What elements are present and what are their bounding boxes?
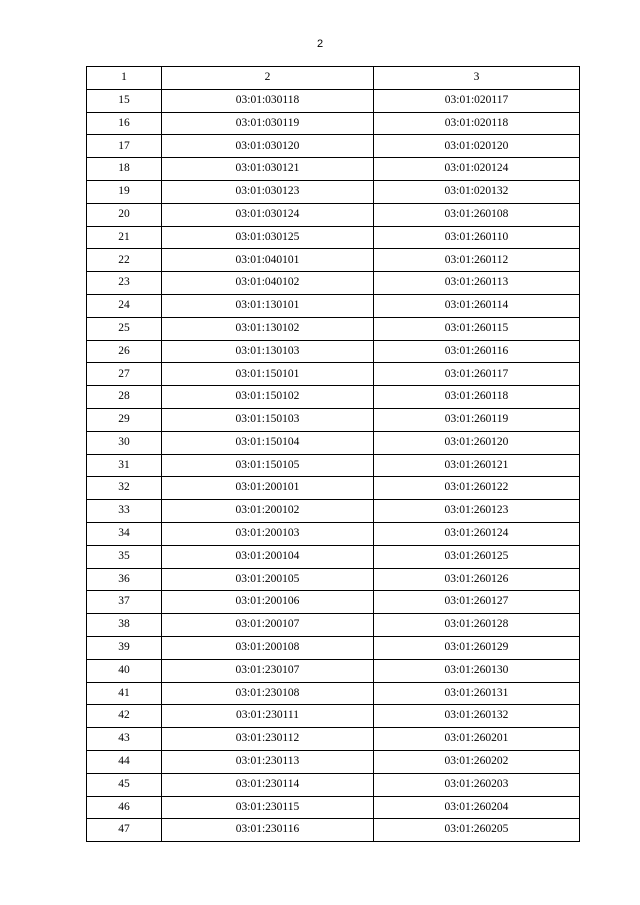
page-number: 2 bbox=[316, 38, 324, 50]
table-row bbox=[87, 636, 580, 659]
cadastral-number-cell: 03:01:200108 bbox=[162, 636, 374, 659]
row-number-cell: 21 bbox=[87, 226, 162, 249]
cadastral-number-cell: 03:01:150105 bbox=[162, 454, 374, 477]
cadastral-number-cell: 03:01:200107 bbox=[162, 614, 374, 637]
cadastral-number-cell: 03:01:230113 bbox=[162, 750, 374, 773]
row-number-cell: 39 bbox=[87, 636, 162, 659]
row-number-cell: 31 bbox=[87, 454, 162, 477]
table-row bbox=[87, 545, 580, 568]
cadastral-number-table bbox=[86, 66, 580, 842]
cadastral-number-cell: 03:01:260205 bbox=[374, 819, 580, 842]
cadastral-number-cell: 03:01:260125 bbox=[374, 545, 580, 568]
cadastral-number-cell: 03:01:150104 bbox=[162, 431, 374, 454]
row-number-cell: 27 bbox=[87, 363, 162, 386]
table-row bbox=[87, 750, 580, 773]
cadastral-number-cell: 03:01:030124 bbox=[162, 203, 374, 226]
row-number-cell: 33 bbox=[87, 500, 162, 523]
cadastral-number-cell: 03:01:260123 bbox=[374, 500, 580, 523]
table-row bbox=[87, 89, 580, 112]
cadastral-number-cell: 03:01:260120 bbox=[374, 431, 580, 454]
table-row bbox=[87, 408, 580, 431]
row-number-cell: 15 bbox=[87, 89, 162, 112]
table-row bbox=[87, 249, 580, 272]
cadastral-number-cell: 03:01:260116 bbox=[374, 340, 580, 363]
cadastral-number-cell: 03:01:260110 bbox=[374, 226, 580, 249]
row-number-cell: 38 bbox=[87, 614, 162, 637]
table-row bbox=[87, 773, 580, 796]
table-row bbox=[87, 363, 580, 386]
cadastral-number-cell: 03:01:260118 bbox=[374, 386, 580, 409]
cadastral-number-cell: 03:01:260201 bbox=[374, 728, 580, 751]
row-number-cell: 32 bbox=[87, 477, 162, 500]
table-row bbox=[87, 294, 580, 317]
cadastral-number-cell: 03:01:150101 bbox=[162, 363, 374, 386]
table-row bbox=[87, 226, 580, 249]
row-number-cell: 30 bbox=[87, 431, 162, 454]
table-row bbox=[87, 317, 580, 340]
cadastral-number-cell: 03:01:260119 bbox=[374, 408, 580, 431]
cadastral-number-cell: 03:01:200101 bbox=[162, 477, 374, 500]
cadastral-number-cell: 03:01:200106 bbox=[162, 591, 374, 614]
row-number-cell: 36 bbox=[87, 568, 162, 591]
row-number-cell: 20 bbox=[87, 203, 162, 226]
cadastral-number-cell: 03:01:040102 bbox=[162, 272, 374, 295]
cadastral-number-cell: 03:01:260113 bbox=[374, 272, 580, 295]
cadastral-number-cell: 03:01:260121 bbox=[374, 454, 580, 477]
table-row bbox=[87, 522, 580, 545]
cadastral-number-cell: 03:01:020120 bbox=[374, 135, 580, 158]
cadastral-number-cell: 03:01:030119 bbox=[162, 112, 374, 135]
row-number-cell: 19 bbox=[87, 180, 162, 203]
row-number-cell: 23 bbox=[87, 272, 162, 295]
cadastral-number-cell: 03:01:130102 bbox=[162, 317, 374, 340]
table-row bbox=[87, 112, 580, 135]
column-header-1: 1 bbox=[87, 67, 162, 90]
cadastral-number-cell: 03:01:230115 bbox=[162, 796, 374, 819]
cadastral-number-cell: 03:01:260108 bbox=[374, 203, 580, 226]
cadastral-number-cell: 03:01:200102 bbox=[162, 500, 374, 523]
cadastral-number-cell: 03:01:260122 bbox=[374, 477, 580, 500]
row-number-cell: 18 bbox=[87, 158, 162, 181]
cadastral-number-cell: 03:01:040101 bbox=[162, 249, 374, 272]
table-row bbox=[87, 614, 580, 637]
cadastral-number-cell: 03:01:230107 bbox=[162, 659, 374, 682]
cadastral-number-cell: 03:01:130101 bbox=[162, 294, 374, 317]
cadastral-number-cell: 03:01:260131 bbox=[374, 682, 580, 705]
cadastral-number-cell: 03:01:020117 bbox=[374, 89, 580, 112]
cadastral-number-cell: 03:01:020118 bbox=[374, 112, 580, 135]
table-row bbox=[87, 386, 580, 409]
cadastral-number-cell: 03:01:020124 bbox=[374, 158, 580, 181]
row-number-cell: 22 bbox=[87, 249, 162, 272]
cadastral-number-cell: 03:01:260128 bbox=[374, 614, 580, 637]
table-header bbox=[87, 67, 580, 90]
cadastral-number-cell: 03:01:230116 bbox=[162, 819, 374, 842]
row-number-cell: 42 bbox=[87, 705, 162, 728]
column-header-3: 3 bbox=[374, 67, 580, 90]
row-number-cell: 47 bbox=[87, 819, 162, 842]
row-number-cell: 25 bbox=[87, 317, 162, 340]
row-number-cell: 46 bbox=[87, 796, 162, 819]
cadastral-number-cell: 03:01:230112 bbox=[162, 728, 374, 751]
cadastral-number-cell: 03:01:230111 bbox=[162, 705, 374, 728]
table-row bbox=[87, 500, 580, 523]
row-number-cell: 40 bbox=[87, 659, 162, 682]
cadastral-number-cell: 03:01:260115 bbox=[374, 317, 580, 340]
cadastral-number-cell: 03:01:200104 bbox=[162, 545, 374, 568]
cadastral-number-cell: 03:01:030121 bbox=[162, 158, 374, 181]
cadastral-number-cell: 03:01:260126 bbox=[374, 568, 580, 591]
row-number-cell: 34 bbox=[87, 522, 162, 545]
row-number-cell: 41 bbox=[87, 682, 162, 705]
table-row bbox=[87, 454, 580, 477]
cadastral-number-cell: 03:01:260130 bbox=[374, 659, 580, 682]
table-row bbox=[87, 180, 580, 203]
cadastral-number-cell: 03:01:260112 bbox=[374, 249, 580, 272]
cadastral-number-cell: 03:01:260114 bbox=[374, 294, 580, 317]
cadastral-number-cell: 03:01:260117 bbox=[374, 363, 580, 386]
table-row bbox=[87, 203, 580, 226]
cadastral-number-cell: 03:01:030125 bbox=[162, 226, 374, 249]
cadastral-number-cell: 03:01:150102 bbox=[162, 386, 374, 409]
table-row bbox=[87, 477, 580, 500]
cadastral-number-cell: 03:01:030123 bbox=[162, 180, 374, 203]
table-row bbox=[87, 158, 580, 181]
row-number-cell: 37 bbox=[87, 591, 162, 614]
table-row bbox=[87, 728, 580, 751]
cadastral-number-cell: 03:01:030120 bbox=[162, 135, 374, 158]
table-row bbox=[87, 659, 580, 682]
table-row bbox=[87, 568, 580, 591]
row-number-cell: 43 bbox=[87, 728, 162, 751]
cadastral-number-cell: 03:01:260124 bbox=[374, 522, 580, 545]
table-row bbox=[87, 796, 580, 819]
cadastral-number-cell: 03:01:260132 bbox=[374, 705, 580, 728]
row-number-cell: 17 bbox=[87, 135, 162, 158]
cadastral-number-cell: 03:01:260202 bbox=[374, 750, 580, 773]
table-row bbox=[87, 591, 580, 614]
cadastral-number-cell: 03:01:150103 bbox=[162, 408, 374, 431]
row-number-cell: 35 bbox=[87, 545, 162, 568]
cadastral-number-cell: 03:01:260129 bbox=[374, 636, 580, 659]
row-number-cell: 26 bbox=[87, 340, 162, 363]
table-row bbox=[87, 272, 580, 295]
cadastral-number-cell: 03:01:260203 bbox=[374, 773, 580, 796]
row-number-cell: 44 bbox=[87, 750, 162, 773]
cadastral-number-cell: 03:01:200103 bbox=[162, 522, 374, 545]
cadastral-number-cell: 03:01:020132 bbox=[374, 180, 580, 203]
row-number-cell: 29 bbox=[87, 408, 162, 431]
row-number-cell: 16 bbox=[87, 112, 162, 135]
table-row bbox=[87, 819, 580, 842]
column-header-2: 2 bbox=[162, 67, 374, 90]
table-row bbox=[87, 135, 580, 158]
cadastral-number-cell: 03:01:260204 bbox=[374, 796, 580, 819]
cadastral-number-cell: 03:01:230108 bbox=[162, 682, 374, 705]
cadastral-number-cell: 03:01:030118 bbox=[162, 89, 374, 112]
cadastral-number-cell: 03:01:200105 bbox=[162, 568, 374, 591]
cadastral-number-cell: 03:01:230114 bbox=[162, 773, 374, 796]
cadastral-number-cell: 03:01:130103 bbox=[162, 340, 374, 363]
table-row bbox=[87, 682, 580, 705]
table-row bbox=[87, 340, 580, 363]
table-row bbox=[87, 705, 580, 728]
cadastral-number-cell: 03:01:260127 bbox=[374, 591, 580, 614]
table-body bbox=[87, 89, 580, 841]
row-number-cell: 24 bbox=[87, 294, 162, 317]
row-number-cell: 45 bbox=[87, 773, 162, 796]
row-number-cell: 28 bbox=[87, 386, 162, 409]
header-row bbox=[87, 67, 580, 90]
table-row bbox=[87, 431, 580, 454]
